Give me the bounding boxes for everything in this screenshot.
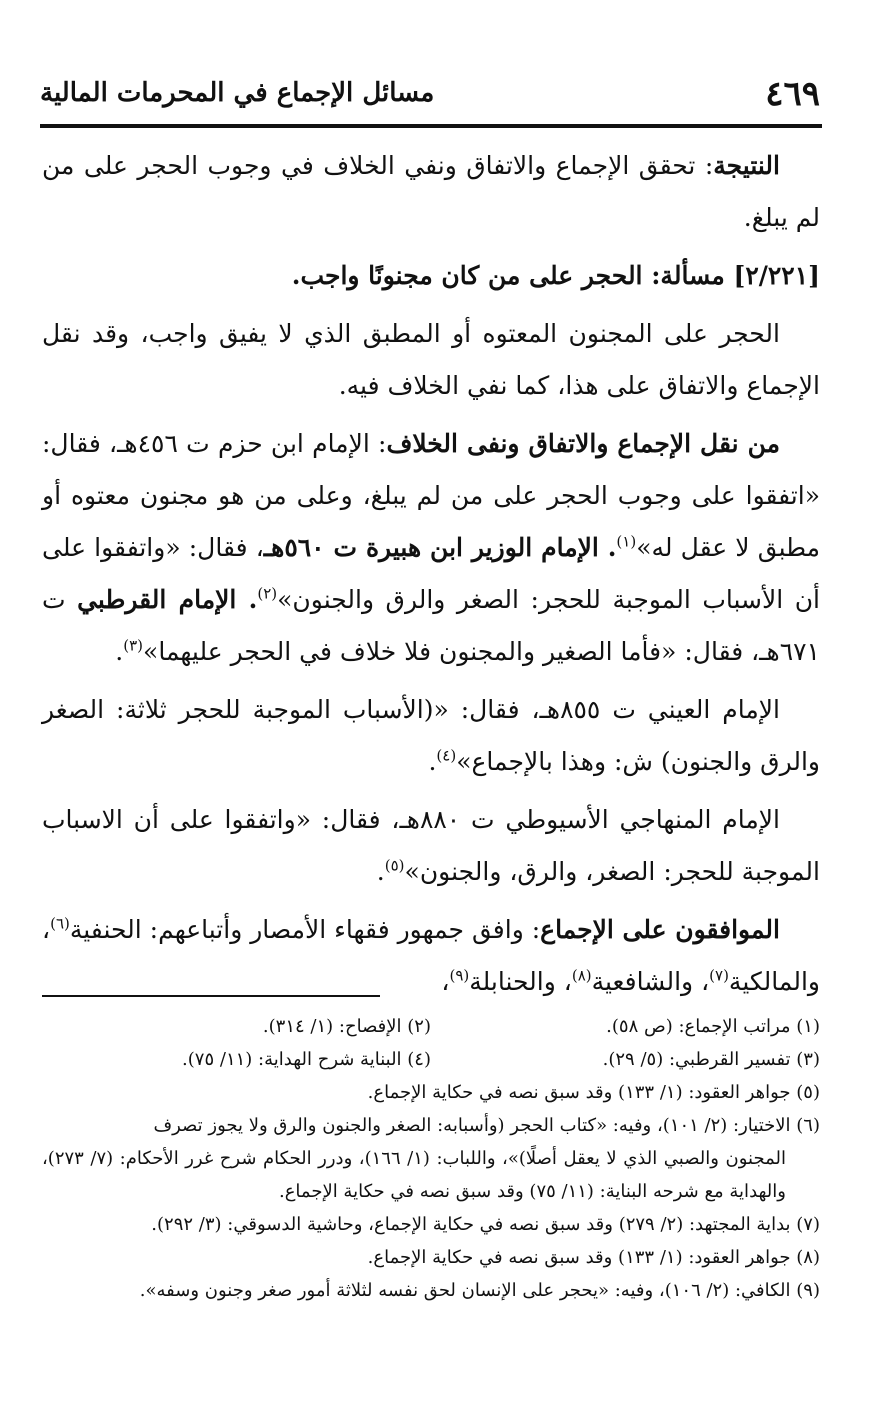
aini-text: الإمام العيني ت ٨٥٥هـ، فقال: «(الأسباب الموجبة للحجر ثلاثة: الصغر والرق والجنون) ش: وهذا بالإجماع»: [42, 695, 820, 776]
imam-qurtubi: . الإمام القرطبي: [77, 585, 258, 614]
transmitters-label: من نقل الإجماع والاتفاق ونفى الخلاف: [386, 429, 780, 458]
footnote-1: (١) مراتب الإجماع: (ص ٥٨).: [606, 1016, 820, 1037]
transmitters-text-2: ، فقال: «واتفقوا على أن الأسباب الموجبة للحجر: الصغر والرق والجنون»: [42, 533, 820, 614]
result-paragraph: [42, 140, 820, 244]
minhaji-text: الإمام المنهاجي الأسيوطي ت ٨٨٠هـ، فقال: «واتفقوا على أن الاسباب الموجبة للحجر: الصغر، والرق، والجنون»: [42, 805, 820, 886]
footnote-ref-8: (٨): [571, 966, 592, 985]
minhaji-paragraph: [42, 794, 820, 898]
footnote-ref-1: (١): [616, 532, 637, 551]
footnote-ref-4: (٤): [436, 746, 457, 765]
main-text: [42, 140, 820, 1014]
period: .: [376, 857, 385, 886]
footnote-6: (٦) الاختيار: (٢/ ١٠١)، وفيه: «كتاب الحجر (وأسبابه: الصغر والجنون والرق ولا يجوز تصرف: [153, 1115, 820, 1136]
footnote-ref-2: (٢): [257, 584, 278, 603]
footnote-row-1-2: [42, 1010, 820, 1043]
footnote-6-continued: المجنون والصبي الذي لا يعقل أصلًا)»، واللباب: (١/ ١٦٦)، ودرر الحكام شرح غرر الأحكام: (٧/ ٢٧٣)، والهداية مع شرحه البناية: (١١/ ٧٥) وقد سبق نصه في حكاية الإجماع.: [42, 1148, 786, 1202]
header-rule: [40, 124, 822, 128]
result-label: النتيجة: [713, 151, 780, 180]
transmitters-text-1: : الإمام ابن حزم ت ٤٥٦هـ، فقال: «اتفقوا على وجوب الحجر على من لم يبلغ، وعلى من هو مجنون معتوه أو مطبق لا عقل له»: [42, 429, 821, 562]
footnote-4: (٤) البناية شرح الهداية: (١١/ ٧٥).: [182, 1049, 431, 1070]
footnote-9: (٩) الكافي: (٢/ ١٠٦)، وفيه: «يحجر على الإنسان لحق نفسه لثلاثة أمور صغر وجنون وسفه».: [139, 1280, 820, 1301]
footnote-3: (٣) تفسير القرطبي: (٥/ ٢٩).: [602, 1049, 820, 1070]
footnote-ref-9: (٩): [449, 966, 470, 985]
footnote-row-3-4: [42, 1043, 820, 1076]
footnote-rule: [42, 995, 380, 997]
footnotes: [42, 1010, 820, 1307]
period: .: [428, 747, 437, 776]
maliki-text: ، والمالكية: [42, 915, 820, 996]
footnote-8: (٨) جواهر العقود: (١/ ١٣٣) وقد سبق نصه في حكاية الإجماع.: [367, 1247, 820, 1268]
footnote-ref-5: (٥): [384, 856, 405, 875]
comma: ،: [441, 967, 450, 996]
footnote-ref-3: (٣): [123, 636, 144, 655]
aini-paragraph: [42, 684, 820, 788]
shafii-text: ، والشافعية: [591, 967, 710, 996]
transmitters-text-3: ت ٦٧١هـ، فقال: «فأما الصغير والمجنون فلا خلاف في الحجر عليهما»: [42, 585, 820, 666]
agreeing-label: الموافقون على الإجماع: [540, 915, 780, 944]
footnote-7: (٧) بداية المجتهد: (٢/ ٢٧٩) وقد سبق نصه في حكاية الإجماع، وحاشية الدسوقي: (٣/ ٢٩٢).: [151, 1214, 820, 1235]
intro-paragraph: الحجر على المجنون المعتوه أو المطبق الذي لا يفيق واجب، وقد نقل الإجماع والاتفاق على هذا، كما نفي الخلاف فيه.: [42, 319, 820, 400]
result-text: : تحقق الإجماع والاتفاق ونفي الخلاف في وجوب الحجر على من لم يبلغ.: [42, 151, 820, 232]
footnote-5: (٥) جواهر العقود: (١/ ١٣٣) وقد سبق نصه في حكاية الإجماع.: [367, 1082, 820, 1103]
footnote-ref-6: (٦): [50, 914, 70, 933]
period: .: [115, 637, 124, 666]
imam-ibn-hubayra: . الإمام الوزير ابن هبيرة ت ٥٦٠هـ: [263, 533, 617, 562]
transmitters-paragraph: [42, 418, 820, 678]
agreeing-paragraph: [42, 904, 820, 1008]
running-title: مسائل الإجماع في المحرمات المالية: [40, 78, 435, 108]
footnote-ref-7: (٧): [709, 966, 729, 985]
page-number: ٤٦٩: [765, 74, 820, 114]
hanbali-text: ، والحنابلة: [469, 967, 572, 996]
agreeing-text: : وافق جمهور فقهاء الأمصار وأتباعهم: الحنفية: [69, 915, 541, 944]
footnote-2: (٢) الإفصاح: (١/ ٣١٤).: [262, 1016, 431, 1037]
page-header: [40, 68, 820, 118]
issue-heading: [٢/٢٢١] مسألة: الحجر على من كان مجنونًا واجب.: [291, 261, 820, 290]
